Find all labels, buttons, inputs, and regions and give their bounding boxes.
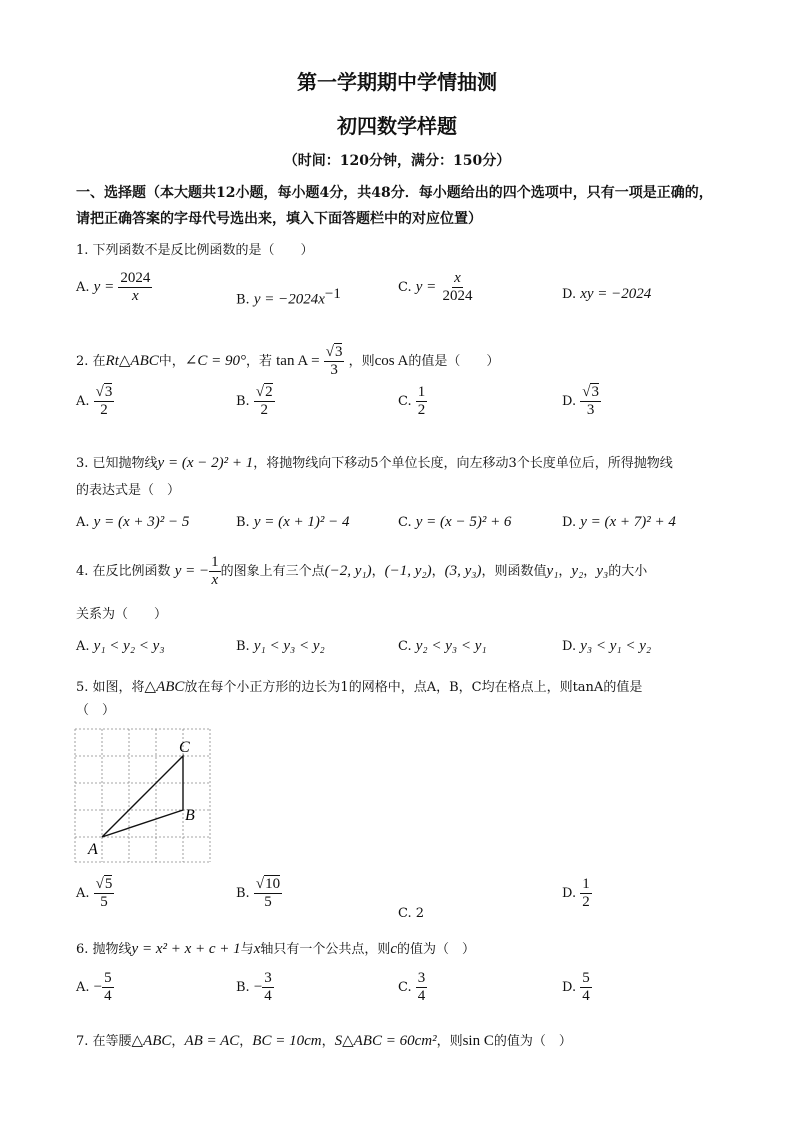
section-heading: 一、选择题（本大题共12小题，每小题4分，共48分．每小题给出的四个选项中，只有一项是正确的，请把正确答案的字母代号选出来，填入下面答题栏中的对应位置）: [76, 185, 713, 227]
option-letter: C.: [398, 280, 412, 295]
q4-f-lhs: y = −: [174, 563, 210, 579]
q6-stem-d: 的值为（ ）: [397, 942, 476, 957]
q2-option-c: [398, 384, 427, 419]
q2-d-frac: [580, 384, 601, 419]
q2-option-a: [76, 384, 114, 419]
frac-num: 5: [104, 876, 113, 892]
frac-den: 4: [417, 988, 426, 1004]
q6-option-c: [398, 970, 427, 1005]
frac-num: 3: [591, 384, 599, 400]
q4-stem-line1: [76, 554, 736, 589]
q2-stem: [76, 344, 736, 379]
q4-c-expr: y₂ < y₃ < y₁: [415, 638, 487, 654]
q6-stem: [76, 938, 736, 961]
q2-stem-a: 2. 在: [76, 354, 106, 369]
q3-stem-line1: [76, 452, 736, 475]
q1-stem: 1. 下列函数不是反比例函数的是（ ）: [76, 243, 314, 258]
q4-b-expr: y₁ < y₃ < y₂: [253, 638, 325, 654]
q2-option-b: [236, 384, 275, 419]
q5-option-b: [236, 876, 282, 911]
option-letter: C.: [398, 980, 412, 995]
frac-num: 10: [265, 876, 281, 892]
option-letter: D.: [562, 980, 577, 995]
option-letter: C.: [398, 394, 412, 409]
q7-stem-b: ，则: [436, 1034, 463, 1049]
option-letter: D.: [562, 287, 577, 302]
q3-option-b: [236, 514, 350, 531]
q5-tri: △ABC: [144, 679, 185, 695]
q4-stem-b: 的图象上有三个点: [220, 564, 325, 579]
q6-x: x: [253, 941, 261, 957]
frac-den: 4: [104, 988, 112, 1004]
option-letter: D.: [562, 886, 577, 901]
q2-cos: cos A: [374, 353, 409, 369]
q4-stem-line2: 关系为（ ）: [76, 607, 168, 622]
q6-b-frac: [262, 970, 274, 1005]
q4-stem-c: ，则函数值: [481, 564, 547, 579]
option-letter: A.: [76, 639, 90, 654]
frac-den: x: [211, 572, 219, 588]
option-letter: A.: [76, 515, 90, 530]
q1-d-expr: xy = −2024: [580, 286, 652, 302]
q5-stem-line1: [76, 676, 736, 699]
q6-d-frac: [580, 970, 592, 1005]
frac-num: 1: [211, 554, 219, 570]
triangle-abc: [102, 756, 183, 837]
q1-b-exp: −1: [324, 286, 341, 302]
exam-title: 第一学期期中学情抽测: [297, 70, 497, 94]
q6-a-sign: −: [93, 979, 103, 995]
q6-option-d: [562, 970, 592, 1005]
frac-num: 3: [334, 344, 343, 360]
frac-num: 2024: [120, 270, 151, 286]
frac-den: 2: [100, 402, 108, 418]
q2-rt: Rt△ABC: [105, 353, 159, 369]
q4-option-a: [76, 638, 165, 655]
q3-stem-a: 3. 已知抛物线: [76, 456, 158, 471]
q3-d-expr: y = (x + 7)² + 4: [580, 514, 676, 530]
q5-option-c: C. 2: [398, 906, 425, 921]
q6-expr: y = x² + x + c + 1: [131, 941, 241, 957]
q2-option-d: [562, 384, 601, 419]
q2-stem-c: ，若: [245, 354, 272, 369]
q7-stem-a: 7. 在等腰: [76, 1034, 132, 1049]
frac-num: 3: [104, 384, 113, 400]
q6-stem-a: 6. 抛物线: [76, 942, 132, 957]
q2-stem-d: ，则: [348, 354, 375, 369]
q1-c-frac: [440, 270, 474, 305]
q4-y1: y₁: [546, 563, 559, 579]
q2-tan-frac: [324, 344, 345, 379]
q1-c-lhs: y =: [415, 279, 437, 295]
option-letter: D.: [562, 639, 577, 654]
q4-p2: (−1, y₂): [384, 563, 432, 579]
q6-c: c: [390, 941, 398, 957]
frac-den: 4: [264, 988, 272, 1004]
option-letter: B.: [236, 394, 250, 409]
q2-stem-b: 中，: [158, 354, 185, 369]
frac-num: x: [454, 270, 461, 286]
q4-option-c: [398, 638, 487, 655]
q6-option-b: [236, 970, 274, 1005]
q7-eq3: S△ABC = 60cm²: [334, 1033, 437, 1049]
q1-a-lhs: y =: [93, 279, 115, 295]
q3-c-expr: y = (x − 5)² + 6: [415, 514, 512, 530]
option-letter: A.: [76, 280, 90, 295]
sep: ，: [371, 564, 385, 579]
sep: ，: [431, 564, 445, 579]
q5-option-a: [76, 876, 114, 911]
frac-num: 1: [582, 876, 590, 892]
frac-num: 5: [104, 970, 112, 986]
sep: ，: [583, 564, 597, 579]
q6-b-sign: −: [253, 979, 263, 995]
frac-num: 2: [265, 384, 273, 400]
option-letter: B.: [236, 886, 250, 901]
q3-b-expr: y = (x + 1)² − 4: [253, 514, 350, 530]
frac-num: 3: [417, 970, 426, 986]
q6-a-frac: [102, 970, 114, 1005]
sep: ，: [239, 1034, 253, 1049]
sep: ，: [171, 1034, 185, 1049]
label-b: B: [185, 807, 195, 824]
q6-stem-b: 与: [240, 942, 254, 957]
label-a: A: [88, 841, 98, 858]
sep: ，: [321, 1034, 335, 1049]
q2-angle: ∠C = 90°: [184, 353, 246, 369]
q5-stem-b: 放在每个小正方形的边长为1的网格中，点A，B，C均在格点上，则tanA的值是: [184, 680, 643, 695]
q3-stem-line2: 的表达式是（ ）: [76, 483, 181, 498]
q7-eq1: AB = AC: [184, 1033, 240, 1049]
q6-option-a: [76, 970, 114, 1005]
q2-tan-lhs: tan A =: [276, 353, 320, 369]
q7-sin: sin C: [462, 1033, 494, 1049]
option-letter: B.: [236, 980, 250, 995]
exam-meta: （时间：120分钟，满分：150分）: [283, 153, 511, 169]
q2-c-frac: [416, 384, 428, 419]
frac-den: 3: [330, 362, 338, 378]
q6-c-frac: [416, 970, 428, 1005]
q4-option-d: [562, 638, 651, 655]
q1-option-a: [76, 270, 152, 305]
frac-den: 2: [582, 894, 590, 910]
q1-option-c: [398, 270, 474, 305]
option-letter: B.: [236, 292, 250, 308]
frac-den: 5: [100, 894, 108, 910]
frac-den: 2024: [442, 288, 473, 304]
q5-grid-figure: [74, 728, 214, 868]
q1-a-frac: [118, 270, 152, 305]
q4-option-b: [236, 638, 325, 655]
frac-num: 5: [582, 970, 590, 986]
frac-den: 2: [260, 402, 268, 418]
option-letter: D.: [562, 515, 577, 530]
frac-den: x: [132, 288, 139, 304]
exam-subtitle: 初四数学样题: [337, 114, 457, 138]
q3-option-d: [562, 514, 676, 531]
frac-den: 5: [264, 894, 272, 910]
q4-y2: y₂: [571, 563, 584, 579]
frac-num: 1: [417, 384, 426, 400]
q4-stem-a: 4. 在反比例函数: [76, 564, 171, 579]
q2-b-frac: [254, 384, 275, 419]
q7-tri: △ABC: [131, 1033, 172, 1049]
q6-stem-c: 轴只有一个公共点，则: [260, 942, 391, 957]
q3-option-c: [398, 514, 511, 531]
q7-eq2: BC = 10cm: [252, 1033, 322, 1049]
q4-f-frac: [209, 554, 221, 589]
q4-d-expr: y₃ < y₁ < y₂: [580, 638, 652, 654]
option-letter: C.: [398, 639, 412, 654]
option-letter: D.: [562, 394, 577, 409]
q5-b-frac: [254, 876, 282, 911]
q4-p1: (−2, y₁): [324, 563, 372, 579]
q5-a-frac: [94, 876, 115, 911]
label-c: C: [179, 739, 190, 756]
q3-expr: y = (x − 2)² + 1: [157, 455, 254, 471]
q3-option-a: [76, 514, 189, 531]
option-letter: A.: [76, 980, 90, 995]
q7-stem: [76, 1030, 736, 1053]
q5-stem-line2: （ ）: [76, 703, 116, 718]
frac-den: 4: [582, 988, 590, 1004]
frac-den: 2: [417, 402, 426, 418]
frac-den: 3: [586, 402, 595, 418]
q4-y3: y₃: [596, 563, 609, 579]
q5-stem-a: 5. 如图，将: [76, 680, 145, 695]
q3-a-expr: y = (x + 3)² − 5: [93, 514, 190, 530]
q1-b-expr: y = −2024x: [253, 291, 325, 308]
q2-a-frac: [94, 384, 115, 419]
q4-a-expr: y₁ < y₂ < y₃: [93, 638, 165, 654]
option-letter: B.: [236, 515, 250, 530]
option-letter: C.: [398, 515, 412, 530]
q2-stem-e: 的值是（ ）: [408, 354, 500, 369]
option-letter: A.: [76, 886, 90, 901]
q4-p3: (3, y₃): [444, 563, 482, 579]
q5-option-d: [562, 876, 592, 911]
option-letter: A.: [76, 394, 90, 409]
sep: ，: [558, 564, 572, 579]
q5-d-frac: [580, 876, 592, 911]
q7-stem-c: 的值为（ ）: [493, 1034, 572, 1049]
q3-stem-b: ，将抛物线向下移动5个单位长度，向左移动3个长度单位后，所得抛物线: [253, 456, 673, 471]
q1-option-b: [236, 286, 341, 308]
q1-option-d: [562, 286, 651, 303]
option-letter: B.: [236, 639, 250, 654]
frac-num: 3: [264, 970, 272, 986]
q4-stem-d: 的大小: [608, 564, 648, 579]
